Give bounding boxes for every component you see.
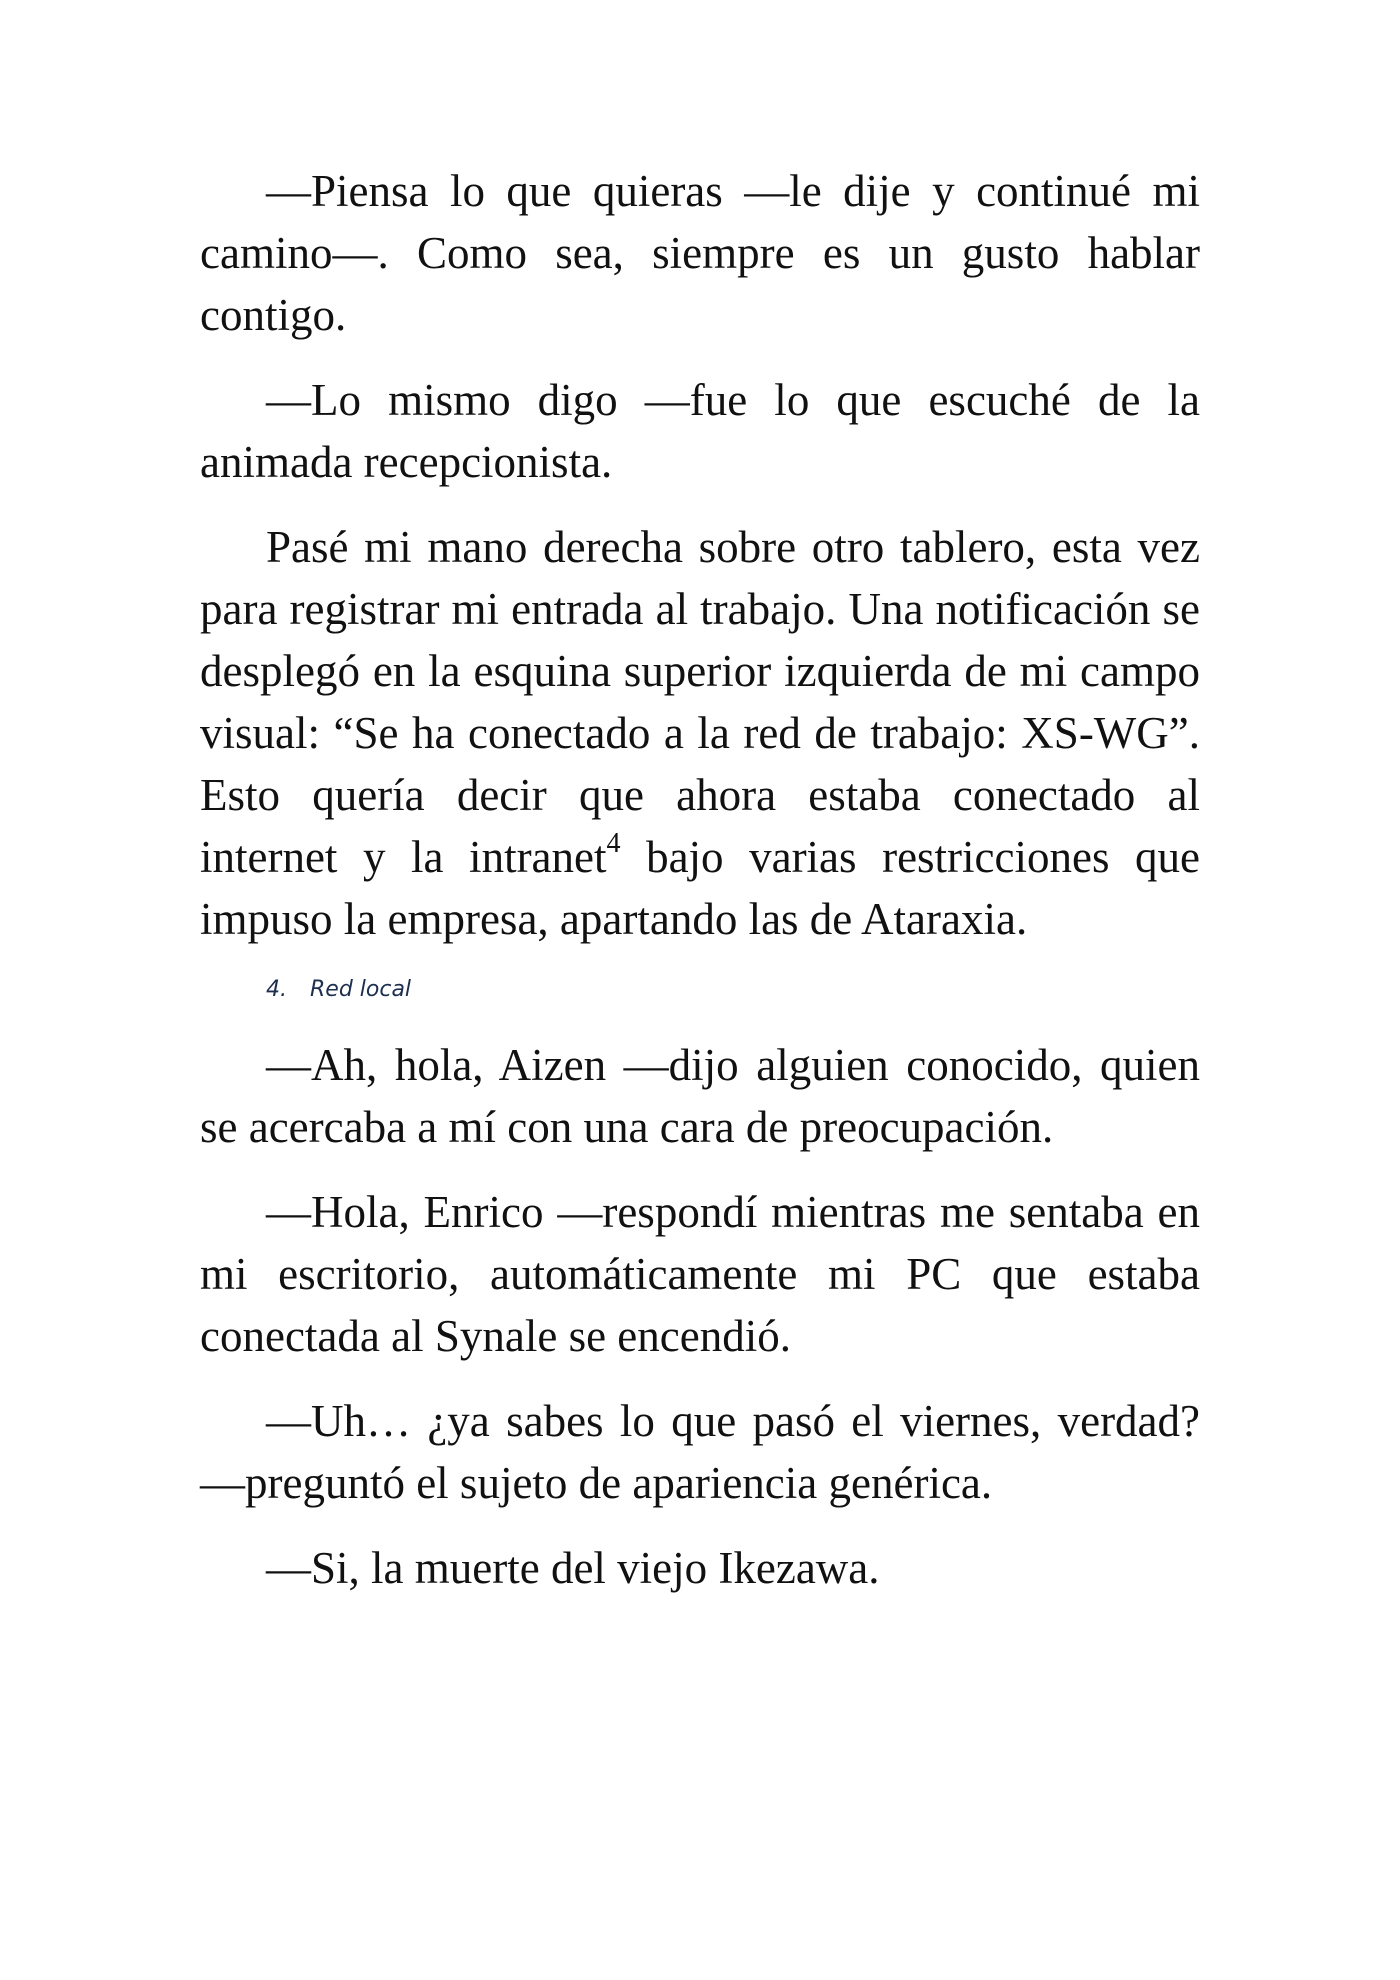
- paragraph-3-continuation: bajo varias restricciones que impuso la empresa, apartando las de Ataraxia.: [200, 832, 1201, 944]
- paragraph-6: —Uh… ¿ya sabes lo que pasó el viernes, verdad? —preguntó el sujeto de apariencia genérica.: [200, 1396, 1200, 1508]
- footnote-number: 4.: [266, 977, 287, 1002]
- footnote: [200, 973, 1200, 1007]
- body-text: [200, 160, 1200, 1599]
- footnote-reference: 4: [606, 828, 621, 859]
- paragraph-4: —Ah, hola, Aizen —dijo alguien conocido, quien se acercaba a mí con una cara de preocupación.: [200, 1040, 1200, 1152]
- paragraph-2: —Lo mismo digo —fue lo que escuché de la animada recepcionista.: [200, 375, 1200, 487]
- paragraph-7: —Si, la muerte del viejo Ikezawa.: [266, 1543, 880, 1593]
- paragraph-3-text: Pasé mi mano derecha sobre otro tablero, esta vez para registrar mi entrada al trabajo. Una notificación se desplegó en la esquina superior izquierda de mi campo visual: “Se ha conectado a la red de trabajo: XS-WG”. Esto quería decir que ahora estaba conectado al internet y la intranet: [200, 522, 1200, 882]
- paragraph-1: —Piensa lo que quieras —le dije y continué mi camino—. Como sea, siempre es un gusto hablar contigo.: [200, 166, 1200, 340]
- paragraph-3: [200, 516, 1200, 950]
- paragraph-5: —Hola, Enrico —respondí mientras me sentaba en mi escritorio, automáticamente mi PC que estaba conectada al Synale se encendió.: [200, 1187, 1200, 1361]
- footnote-text: Red local: [310, 977, 412, 1002]
